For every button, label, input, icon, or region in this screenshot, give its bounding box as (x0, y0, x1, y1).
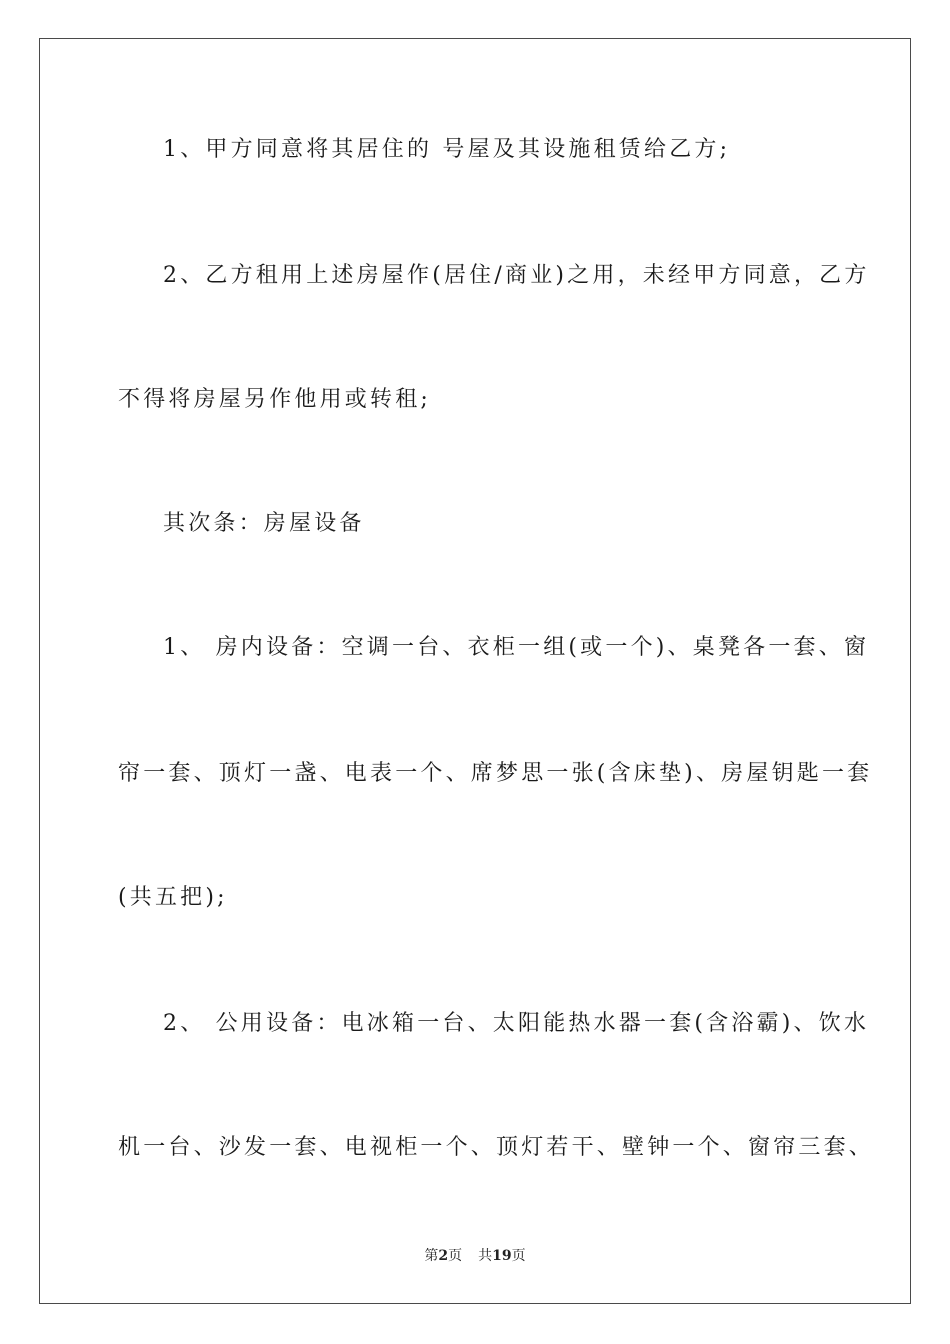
footer-total-prefix: 共 (478, 1248, 493, 1264)
paragraph-line: 1、 房内设备：空调一台、衣柜一组(或一个)、桌凳各一套、窗 (163, 635, 870, 660)
paragraph-line: (共五把); (118, 885, 228, 910)
page-border (39, 38, 911, 1304)
paragraph-line: 1、甲方同意将其居住的 号屋及其设施租赁给乙方; (163, 137, 731, 162)
footer-page-suffix: 页 (448, 1248, 463, 1264)
footer-page-prefix: 第 (424, 1248, 439, 1264)
footer-total-pages: 19 (492, 1248, 512, 1264)
footer-total-suffix: 页 (511, 1248, 526, 1264)
paragraph-line: 不得将房屋另作他用或转租; (118, 387, 432, 412)
paragraph-line: 帘一套、顶灯一盏、电表一个、席梦思一张(含床垫)、房屋钥匙一套 (118, 761, 873, 786)
paragraph-line: 机一台、沙发一套、电视柜一个、顶灯若干、壁钟一个、窗帘三套、 (118, 1135, 875, 1160)
section-heading: 其次条：房屋设备 (163, 511, 365, 536)
page-footer (0, 1247, 950, 1265)
paragraph-line: 2、 公用设备：电冰箱一台、太阳能热水器一套(含浴霸)、饮水 (163, 1011, 870, 1036)
footer-page-number: 2 (438, 1248, 449, 1264)
paragraph-line: 2、乙方租用上述房屋作(居住/商业)之用，未经甲方同意，乙方 (163, 263, 870, 288)
